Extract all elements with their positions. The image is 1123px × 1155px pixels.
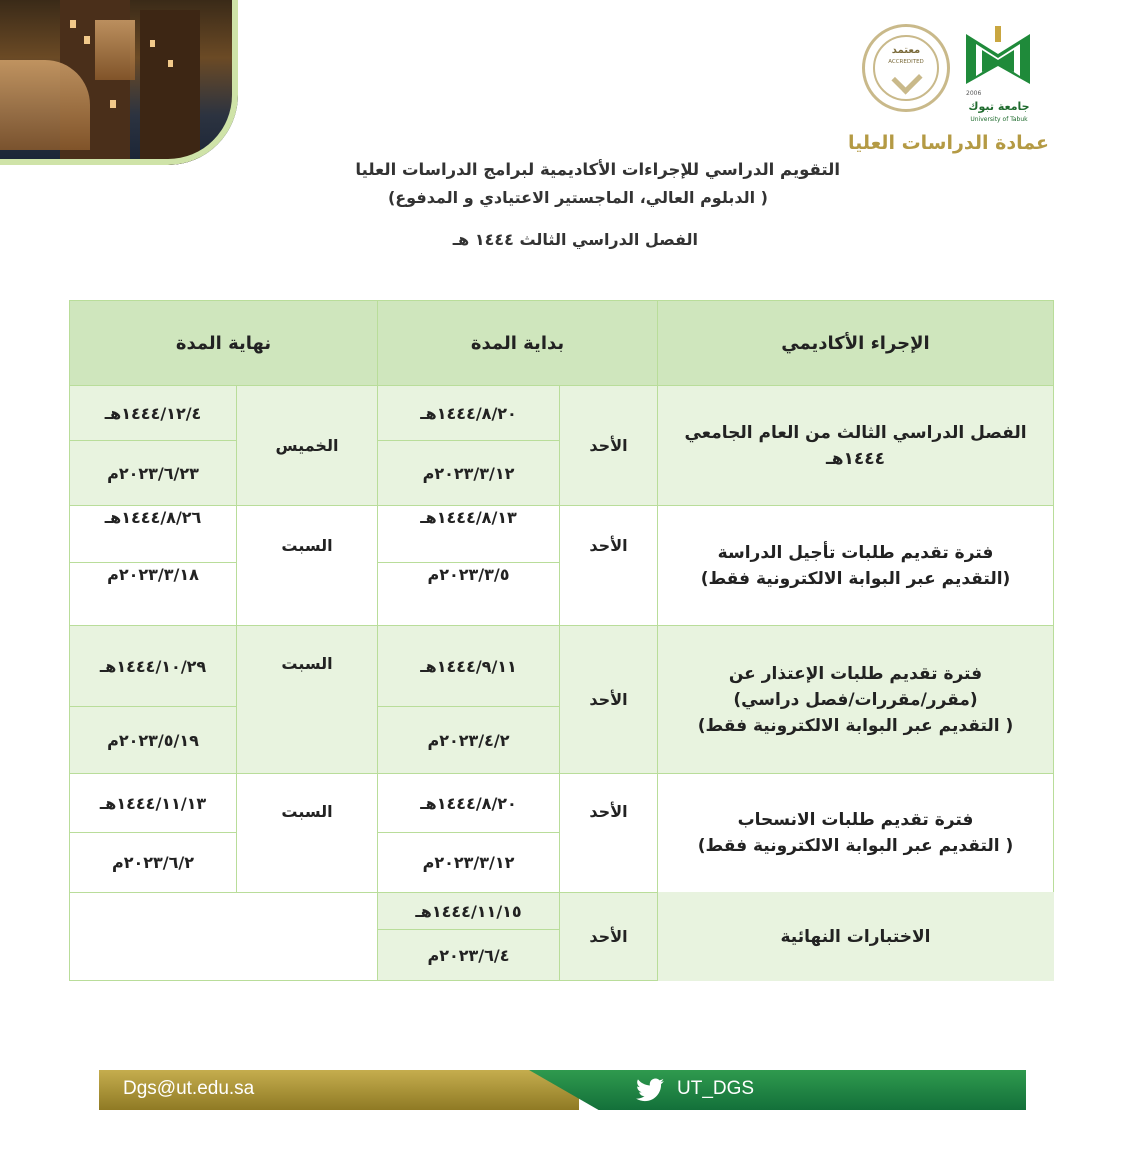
university-logo (964, 22, 1034, 122)
academic-calendar-table (69, 300, 1054, 981)
end-day: السبت (236, 625, 378, 774)
semester-title: الفصل الدراسي الثالث ١٤٤٤ هـ (452, 230, 698, 249)
end-day: السبت (236, 773, 378, 893)
end-empty-cell (69, 892, 378, 981)
table-row-procedure (657, 505, 1054, 626)
table-row-procedure (657, 773, 1054, 893)
end-date-hijri: ١٤٤٤/١١/١٣هـ (69, 773, 237, 833)
start-date-hijri: ١٤٤٤/٩/١١هـ (377, 625, 560, 707)
end-date-gregorian: ٢٠٢٣/٦/٢م (69, 832, 237, 893)
university-emblem-icon (966, 26, 1030, 88)
twitter-icon (636, 1078, 664, 1102)
end-date-hijri: ١٤٤٤/١٢/٤هـ (69, 385, 237, 441)
accreditation-english: ACCREDITED (888, 59, 924, 65)
end-day: الخميس (236, 385, 378, 506)
start-day: الأحد (559, 505, 658, 626)
university-name-english: University of Tabuk (970, 116, 1028, 123)
calendar-title: التقويم الدراسي للإجراءات الأكاديمية لبرامج الدراسات العليا (355, 160, 840, 179)
programs-subtitle: ( الدبلوم العالي، الماجستير الاعتيادي و المدفوع) (387, 188, 768, 207)
start-date-hijri: ١٤٤٤/١١/١٥هـ (377, 892, 560, 930)
start-day: الأحد (559, 385, 658, 506)
procedure-line: (مقرر/مقررات/فصل دراسي) (733, 689, 978, 710)
start-date-gregorian: ٢٠٢٣/٤/٢م (377, 706, 560, 774)
header-end: نهاية المدة (69, 300, 378, 386)
footer-green-band (529, 1070, 1026, 1110)
university-name-arabic: جامعة تبوك (968, 100, 1030, 113)
twitter-handle[interactable]: UT_DGS (677, 1078, 755, 1099)
end-date-gregorian: ٢٠٢٣/٦/٢٣م (69, 440, 237, 506)
building-photo (0, 0, 238, 165)
accreditation-arabic: معتمد (891, 45, 921, 56)
procedure-line: فترة تقديم طلبات الإعتذار عن (728, 663, 983, 684)
start-day: الأحد (559, 625, 658, 774)
end-date-gregorian: ٢٠٢٣/٥/١٩م (69, 706, 237, 774)
table-row-procedure: الاختبارات النهائية (657, 892, 1054, 981)
start-date-gregorian: ٢٠٢٣/٣/١٢م (377, 832, 560, 893)
accreditation-logo (862, 24, 950, 112)
procedure-line: فترة تقديم طلبات تأجيل الدراسة (717, 542, 994, 563)
start-date-gregorian: ٢٠٢٣/٣/١٢م (377, 440, 560, 506)
start-date-gregorian: ٢٠٢٣/٣/٥م (377, 562, 560, 626)
footer-bar (99, 1070, 1026, 1110)
end-date-hijri: ١٤٤٤/٨/٢٦هـ (69, 505, 237, 563)
document-titles (280, 160, 840, 249)
start-date-gregorian: ٢٠٢٣/٦/٤م (377, 929, 560, 981)
header-procedure: الإجراء الأكاديمي (657, 300, 1054, 386)
procedure-line: فترة تقديم طلبات الانسحاب (737, 810, 974, 830)
university-year: 2006 (966, 90, 982, 97)
end-date-gregorian: ٢٠٢٣/٣/١٨م (69, 562, 237, 626)
start-day: الأحد (559, 773, 658, 893)
header-start: بداية المدة (377, 300, 658, 386)
table-row-procedure: الفصل الدراسي الثالث من العام الجامعي ١٤٤٤هـ (657, 385, 1054, 506)
procedure-line: ( التقديم عبر البوابة الالكترونية فقط) (697, 715, 1014, 736)
procedure-line: (التقديم عبر البوابة الالكترونية فقط) (700, 568, 1011, 589)
start-date-hijri: ١٤٤٤/٨/٢٠هـ (377, 385, 560, 441)
check-icon (891, 63, 922, 94)
procedure-line: ( التقديم عبر البوابة الالكترونية فقط) (697, 836, 1014, 856)
contact-email[interactable]: Dgs@ut.edu.sa (123, 1078, 255, 1099)
start-day: الأحد (559, 892, 658, 981)
end-date-hijri: ١٤٤٤/١٠/٢٩هـ (69, 625, 237, 707)
end-day: السبت (236, 505, 378, 626)
start-date-hijri: ١٤٤٤/٨/٢٠هـ (377, 773, 560, 833)
table-row-procedure (657, 625, 1054, 774)
start-date-hijri: ١٤٤٤/٨/١٣هـ (377, 505, 560, 563)
deanship-title: عمادة الدراسات العليا (847, 132, 1049, 154)
